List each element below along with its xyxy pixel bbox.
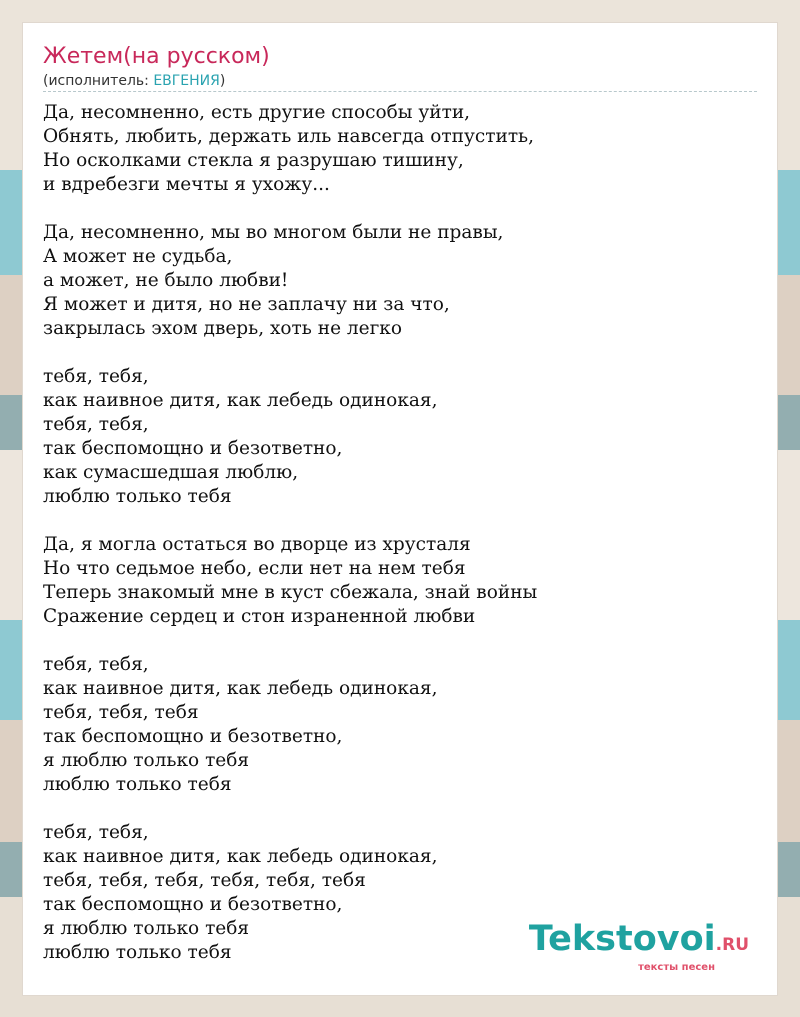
- lyric-line: так беспомощно и безответно,: [43, 894, 343, 915]
- lyric-line: я люблю только тебя: [43, 750, 250, 771]
- lyric-line: Да, я могла остаться во дворце из хрусталя: [43, 534, 471, 555]
- lyric-line: и вдребезги мечты я ухожу...: [43, 174, 330, 195]
- lyric-line: я люблю только тебя: [43, 918, 250, 939]
- lyric-line: тебя, тебя,: [43, 366, 149, 387]
- lyric-line: тебя, тебя,: [43, 822, 149, 843]
- lyric-line: [43, 341, 759, 365]
- logo-tld: .RU: [715, 935, 749, 955]
- artist-link[interactable]: ЕВГЕНИЯ: [153, 73, 220, 89]
- lyrics-card: [22, 22, 778, 996]
- song-title: Жетем(на русском): [43, 44, 270, 69]
- lyric-line: так беспомощно и безответно,: [43, 438, 343, 459]
- lyric-line: закрылась эхом дверь, хоть не легко: [43, 318, 402, 339]
- lyric-line: Но осколками стекла я разрушаю тишину,: [43, 150, 464, 171]
- lyric-line: тебя, тебя, тебя: [43, 702, 199, 723]
- logo-tagline: тексты песен: [638, 962, 715, 973]
- lyric-line: Но что седьмое небо, если нет на нем тебя: [43, 558, 466, 579]
- lyric-line: так беспомощно и безответно,: [43, 726, 343, 747]
- lyric-line: тебя, тебя,: [43, 414, 149, 435]
- lyric-line: А может не судьба,: [43, 246, 233, 267]
- lyric-line: люблю только тебя: [43, 486, 232, 507]
- lyric-line: Обнять, любить, держать иль навсегда отпустить,: [43, 126, 534, 147]
- lyric-line: тебя, тебя,: [43, 654, 149, 675]
- lyric-line: Сражение сердец и стон израненной любви: [43, 606, 476, 627]
- lyric-line: люблю только тебя: [43, 942, 232, 963]
- lyric-line: [43, 629, 759, 653]
- lyric-line: Да, несомненно, мы во многом были не правы,: [43, 222, 504, 243]
- site-logo[interactable]: [529, 921, 749, 973]
- logo-name: Tekstovoi: [528, 919, 716, 959]
- lyric-line: Да, несомненно, есть другие способы уйти,: [43, 102, 471, 123]
- lyric-line: [43, 509, 759, 533]
- lyric-line: как наивное дитя, как лебедь одинокая,: [43, 390, 438, 411]
- logo-wordmark: [529, 921, 749, 963]
- lyric-line: Теперь знакомый мне в куст сбежала, знай войны: [43, 582, 538, 603]
- lyric-line: как наивное дитя, как лебедь одинокая,: [43, 678, 438, 699]
- artist-prefix: (исполнитель:: [43, 73, 154, 89]
- lyric-line: тебя, тебя, тебя, тебя, тебя, тебя: [43, 870, 366, 891]
- lyric-line: а может, не было любви!: [43, 270, 289, 291]
- lyric-line: как наивное дитя, как лебедь одинокая,: [43, 846, 438, 867]
- lyric-line: [43, 797, 759, 821]
- lyric-line: как сумасшедшая люблю,: [43, 462, 299, 483]
- artist-line: [43, 72, 225, 90]
- title-divider: [43, 91, 757, 92]
- lyrics-text: [43, 101, 759, 965]
- lyric-line: люблю только тебя: [43, 774, 232, 795]
- lyric-line: Я может и дитя, но не заплачу ни за что,: [43, 294, 450, 315]
- lyric-line: [43, 197, 759, 221]
- artist-suffix: ): [219, 73, 226, 89]
